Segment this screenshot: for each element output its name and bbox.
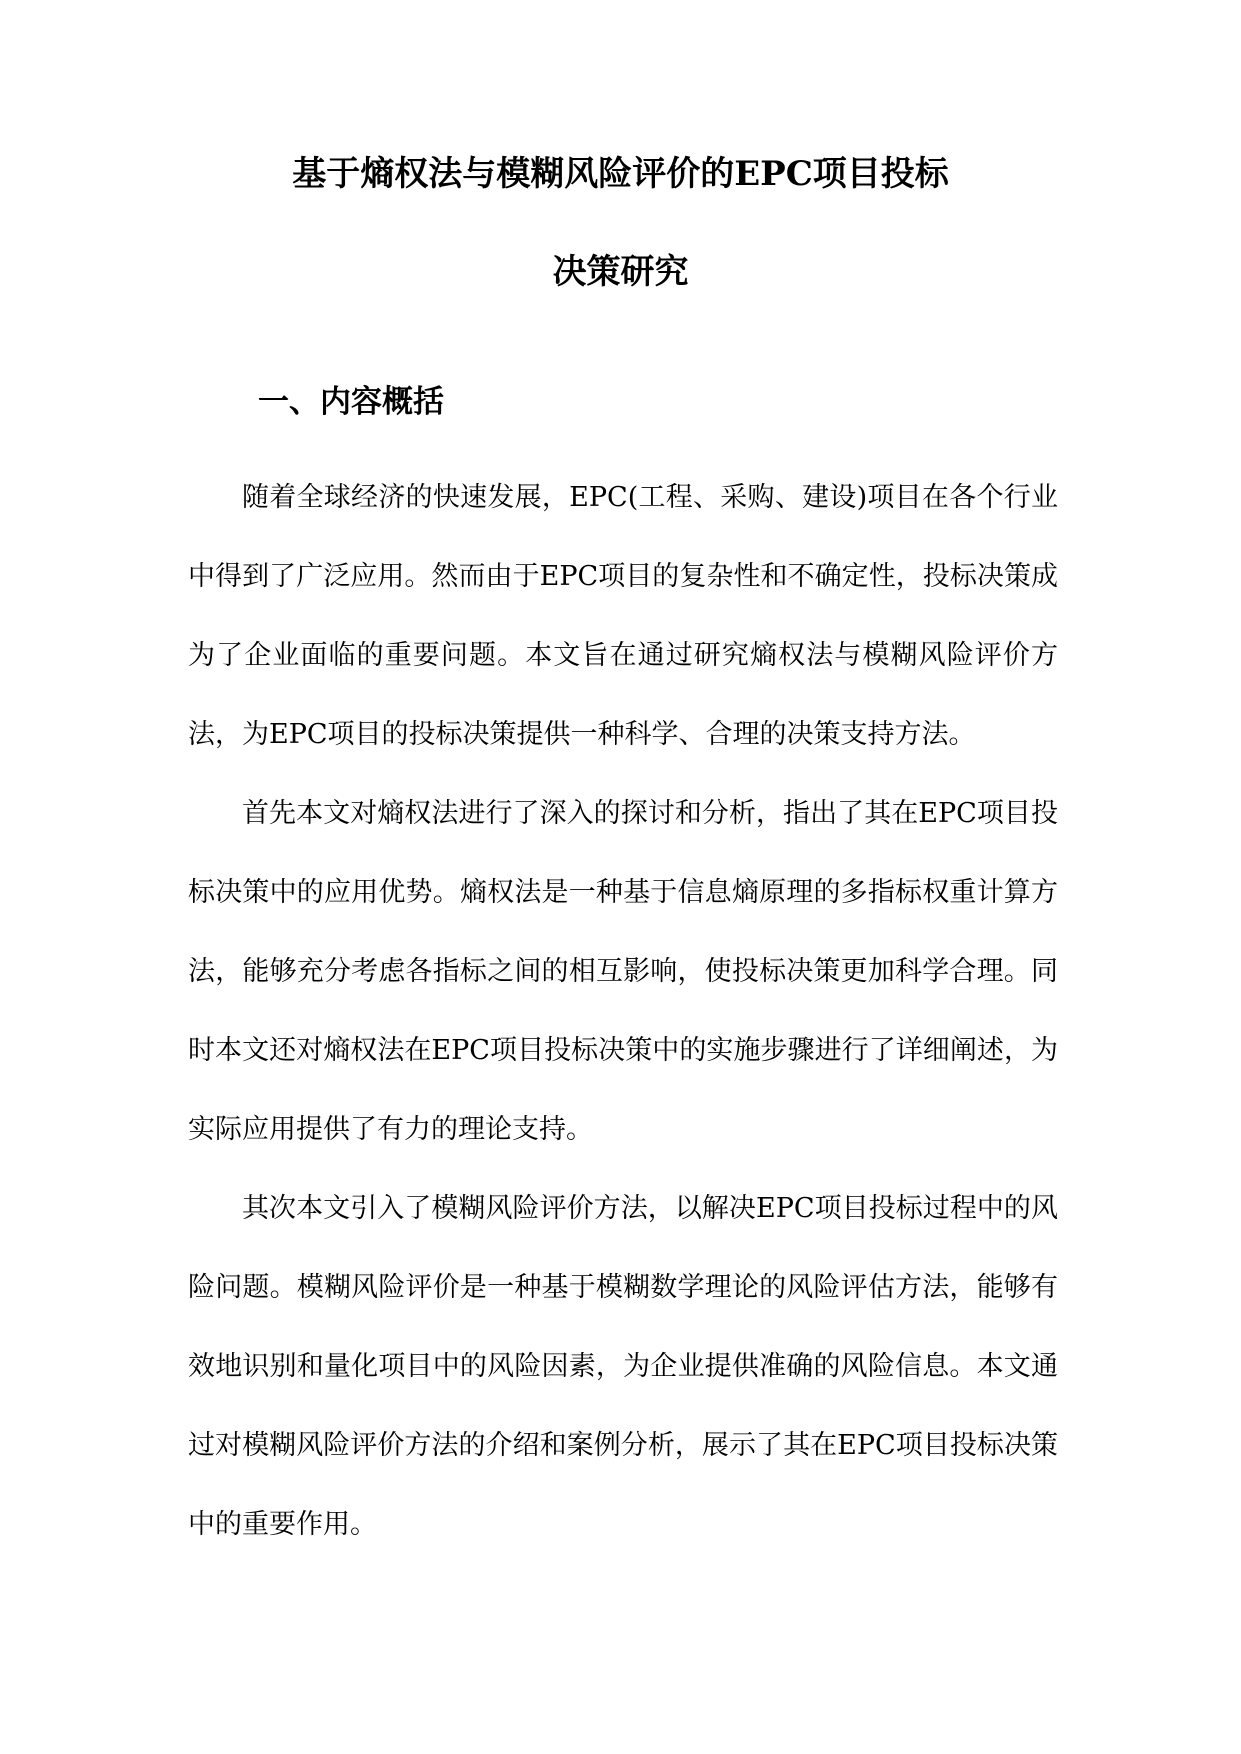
document-title-line-1: 基于熵权法与模糊风险评价的EPC项目投标 <box>292 154 949 194</box>
paragraph-1: 随着全球经济的快速发展，EPC(工程、采购、建设)项目在各个行业中得到了广泛应用。然而由于EPC项目的复杂性和不确定性，投标决策成为了企业面临的重要问题。本文旨在通过研究熵权法与模糊风险评价方法，为EPC项目的投标决策提供一种科学、合理的决策支持方法。 <box>188 482 1058 750</box>
document-body <box>188 458 1058 1564</box>
paragraph-3: 其次本文引入了模糊风险评价方法，以解决EPC项目投标过程中的风险问题。模糊风险评价是一种基于模糊数学理论的风险评估方法，能够有效地识别和量化项目中的风险因素，为企业提供准确的风险信息。本文通过对模糊风险评价方法的介绍和案例分析，展示了其在EPC项目投标决策中的重要作用。 <box>188 1193 1058 1540</box>
section-heading: 一、内容概括 <box>258 384 444 420</box>
paragraph-2: 首先本文对熵权法进行了深入的探讨和分析，指出了其在EPC项目投标决策中的应用优势。熵权法是一种基于信息熵原理的多指标权重计算方法，能够充分考虑各指标之间的相互影响，使投标决策更加科学合理。同时本文还对熵权法在EPC项目投标决策中的实施步骤进行了详细阐述，为实际应用提供了有力的理论支持。 <box>188 798 1058 1145</box>
document-title-line-2: 决策研究 <box>552 252 689 292</box>
